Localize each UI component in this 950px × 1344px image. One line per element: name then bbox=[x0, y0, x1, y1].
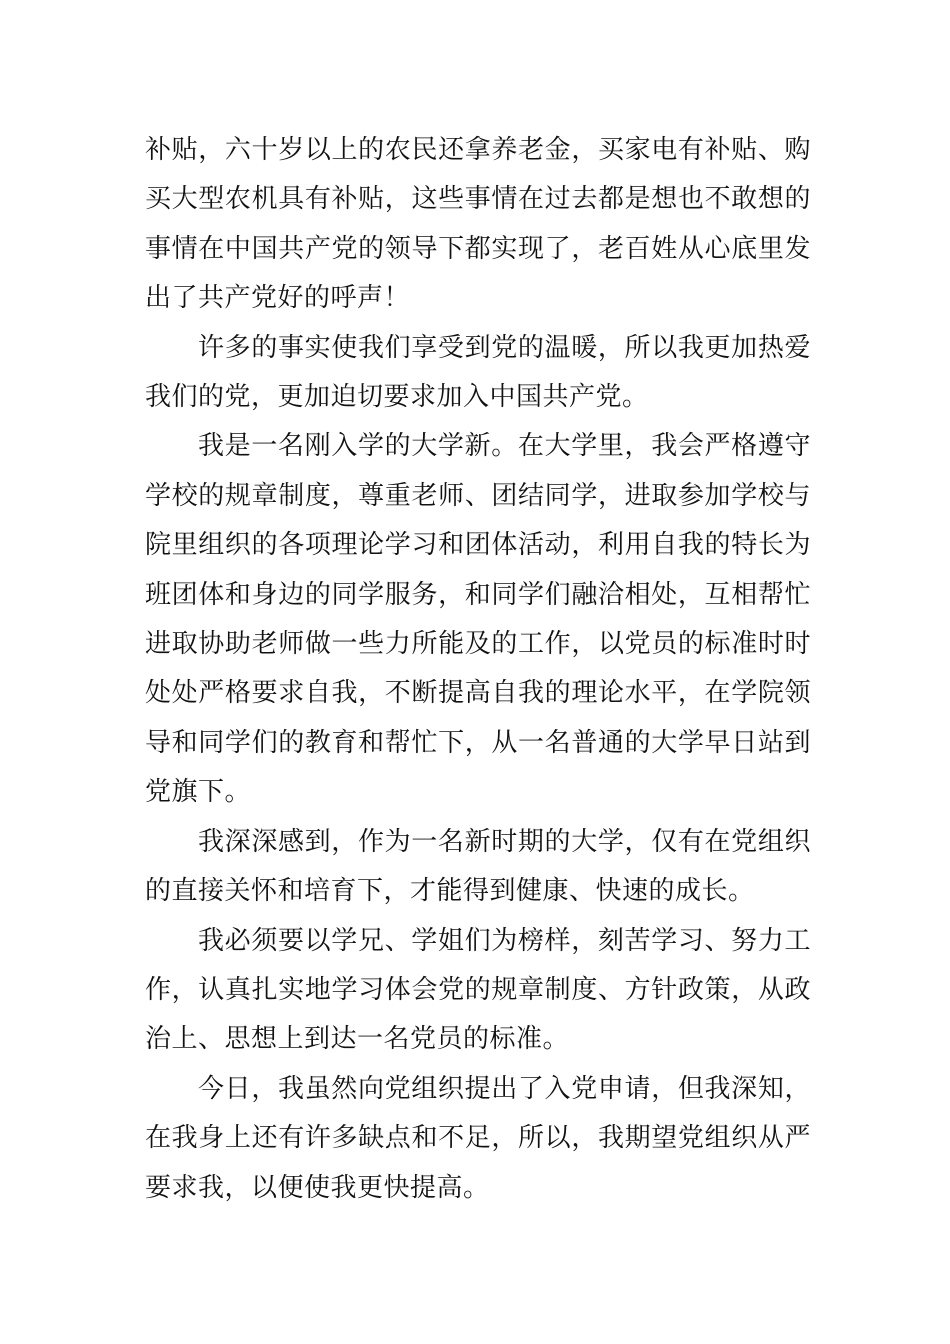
paragraph-2: 许多的事实使我们享受到党的温暖，所以我更加热爱我们的党，更加迫切要求加入中国共产党。 bbox=[145, 332, 811, 413]
paragraph-5: 我必须要以学兄、学姐们为榜样，刻苦学习、努力工作，认真扎实地学习体会党的规章制度、方针政策，从政治上、思想上到达一名党员的标准。 bbox=[145, 925, 811, 1055]
paragraph-6: 今日，我虽然向党组织提出了入党申请，但我深知，在我身上还有许多缺点和不足，所以，我期望党组织从严要求我，以便使我更快提高。 bbox=[145, 1073, 811, 1203]
paragraph-1: 补贴，六十岁以上的农民还拿养老金，买家电有补贴、购买大型农机具有补贴，这些事情在过去都是想也不敢想的事情在中国共产党的领导下都实现了，老百姓从心底里发出了共产党好的呼声！ bbox=[145, 135, 811, 314]
document-body bbox=[145, 126, 811, 1213]
paragraph-3: 我是一名刚入学的大学新。在大学里，我会严格遵守学校的规章制度，尊重老师、团结同学，进取参加学校与院里组织的各项理论学习和团体活动，利用自我的特长为班团体和身边的同学服务，和同学们融洽相处，互相帮忙进取协助老师做一些力所能及的工作，以党员的标准时时处处严格要求自我，不断提高自我的理论水平，在学院领导和同学们的教育和帮忙下，从一名普通的大学早日站到党旗下。 bbox=[145, 431, 811, 808]
paragraph-4: 我深深感到，作为一名新时期的大学，仅有在党组织的直接关怀和培育下，才能得到健康、快速的成长。 bbox=[145, 826, 811, 907]
